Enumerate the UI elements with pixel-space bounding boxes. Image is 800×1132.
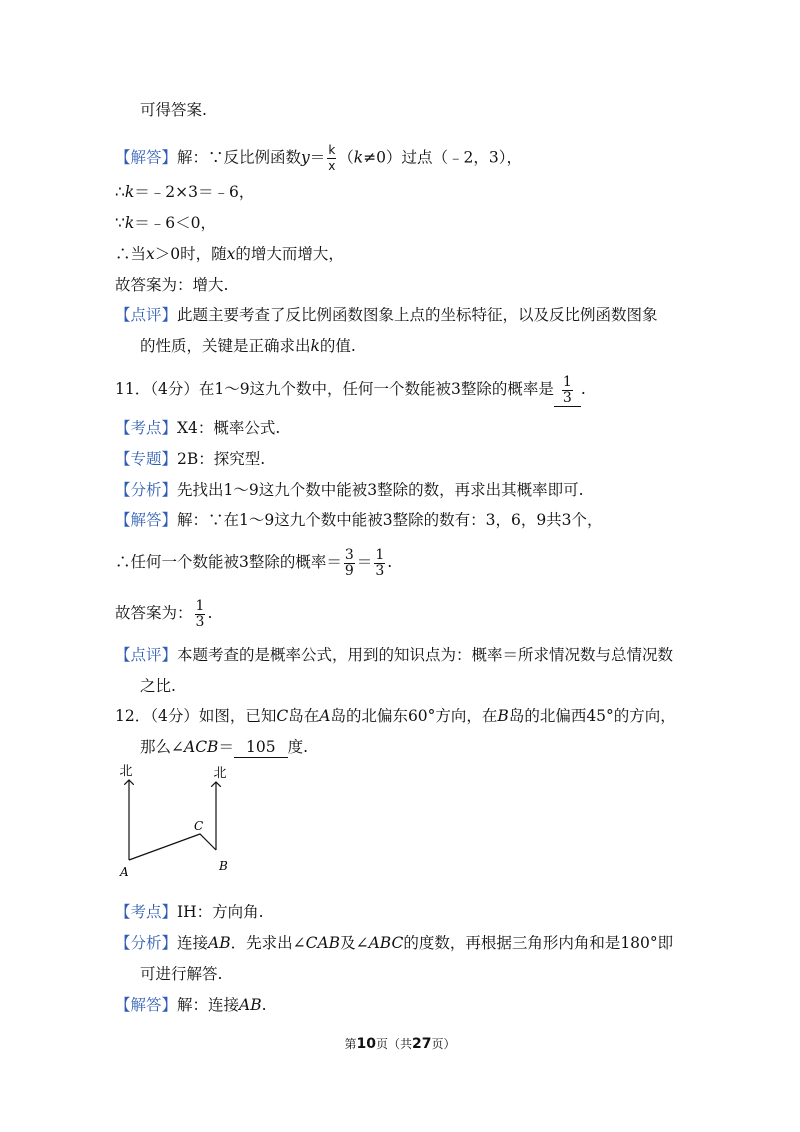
fraction-numerator: k [328,143,336,157]
text: 页（共 [375,1037,412,1051]
text: ∴ [115,183,125,201]
math-var: CAB [305,934,341,952]
text: 连接 [177,934,209,952]
math-var: k [310,337,320,355]
analysis-line [115,480,584,500]
math-var: x [146,245,155,263]
math-var: y [301,148,310,167]
fraction [195,599,206,630]
analysis-line-2: 可进行解答. [140,965,223,983]
text: ＞0时，随 [154,245,227,263]
fraction-denominator: 3 [375,562,385,579]
text: ∴任何一个数能被3整除的概率＝ [115,553,342,571]
math-var: C [276,707,289,725]
math-var: A [319,707,331,725]
text: IH：方向角. [177,903,264,921]
comment-line [115,305,658,325]
text: 及∠ [340,934,369,952]
text: 度. [287,738,308,756]
text: ＝ [218,738,234,756]
point-a-label: A [120,865,129,879]
text: 先找出1～9这九个数中能被3整除的数，再求出其概率即可. [177,481,584,499]
fraction-numerator: 1 [562,373,572,390]
text: 解：∵反比例函数 [177,148,302,167]
math-var: k [124,214,135,232]
text: 的增大而增大， [235,245,344,263]
text: 第 [344,1037,357,1051]
text: ．先求出∠ [230,934,306,952]
topic-line [115,449,265,469]
text: . [207,604,213,622]
analysis-tag: 【分析】 [115,481,178,499]
page-number: 10 [356,1036,376,1052]
comment-tag: 【点评】 [115,646,178,664]
fraction-denominator: 9 [344,562,354,579]
math-var: AB [239,996,262,1014]
math-var: k [124,183,135,201]
text: 11．（4分）在1～9这九个数中，任何一个数能被3整除的概率是 [115,380,554,398]
text: 的值. [319,337,356,355]
math-var: k [353,148,364,167]
comment-tag: 【点评】 [115,306,178,324]
kaodian-tag: 【考点】 [115,419,178,437]
text: ＝﹣6＜0， [134,214,217,232]
question-12-line-2 [140,737,308,758]
text: ＝﹣2×3＝﹣6， [134,183,255,201]
text: ∵ [115,214,125,232]
question-12-stem [115,706,676,726]
kaodian-line [115,418,280,438]
comment-line [115,645,673,665]
text: 故答案为： [115,604,193,622]
fraction [374,548,385,579]
point-c-label: C [194,819,204,833]
answer-line-1 [115,143,522,174]
fraction-numerator: 1 [375,546,385,563]
answer-tag: 【解答】 [115,511,178,529]
text: . [261,996,267,1014]
answer-tag: 【解答】 [115,996,178,1014]
analysis-line [115,933,673,953]
text: ＝ [309,148,326,167]
fraction-numerator: 1 [195,597,205,614]
text: ＝ [356,553,373,571]
fraction [562,375,573,406]
kaodian-tag: 【考点】 [115,903,178,921]
text: 岛的北偏西45°的方向， [508,707,676,725]
answer-blank [554,372,581,407]
answer-line [115,995,267,1015]
page-footer [0,1036,800,1052]
path-a-c-b [129,834,216,860]
comment-line-2 [140,336,356,356]
text: 的度数，再根据三角形内角和是180°即 [403,934,674,952]
text: （ [338,148,354,167]
comment-line-2: 之比. [140,677,176,695]
answer-blank: 105 [234,737,288,758]
text: 解：连接 [177,996,240,1014]
question-11-stem [115,372,586,407]
fraction [344,548,355,579]
text: 页） [431,1037,456,1051]
text-line: 可得答案. [140,101,207,119]
text: 解：∵在1～9这九个数中能被3整除的数有：3，6，9共3个， [177,511,603,529]
math-var: x [226,245,236,263]
answer-conclusion [115,596,212,630]
fraction-k-over-x [327,143,336,174]
fraction-numerator: 3 [344,546,354,563]
text: 此题主要考查了反比例函数图象上点的坐标特征，以及反比例函数图象 [177,306,658,324]
text: ≠0）过点（﹣2，3）， [363,148,523,167]
text: X4：概率公式. [177,419,281,437]
text-line [115,182,254,202]
math-var: ACB [184,738,219,756]
text-line: 故答案为：增大. [115,276,229,294]
text: . [580,380,586,398]
text: 2B：探究型. [177,450,266,468]
text: 本题考查的是概率公式，用到的知识点为：概率＝所求情况数与总情况数 [177,646,674,664]
answer-tag: 【解答】 [115,148,178,167]
text: ∴当 [115,245,147,263]
north-label-a: 北 [119,764,133,779]
probability-line [115,545,392,579]
total-pages: 27 [412,1036,432,1052]
text: . [387,553,393,571]
text-line [115,213,216,233]
fraction-denominator: x [328,159,336,173]
text: 12．（4分）如图，已知 [115,707,277,725]
text: 那么∠ [140,738,184,756]
north-label-b: 北 [213,766,227,781]
fraction-denominator: 3 [562,389,572,406]
math-var: ABC [368,934,404,952]
math-var: AB [208,934,231,952]
kaodian-line [115,902,264,922]
fraction-denominator: 3 [195,613,205,630]
point-b-label: B [219,859,228,873]
direction-figure [112,762,242,882]
answer-line [115,510,603,530]
text: 岛的北偏东60°方向，在 [330,707,498,725]
analysis-tag: 【分析】 [115,934,178,952]
text-line [115,244,344,264]
topic-tag: 【专题】 [115,450,178,468]
text: 的性质，关键是正确求出 [140,337,311,355]
math-var: B [497,707,509,725]
text: 岛在 [288,707,320,725]
